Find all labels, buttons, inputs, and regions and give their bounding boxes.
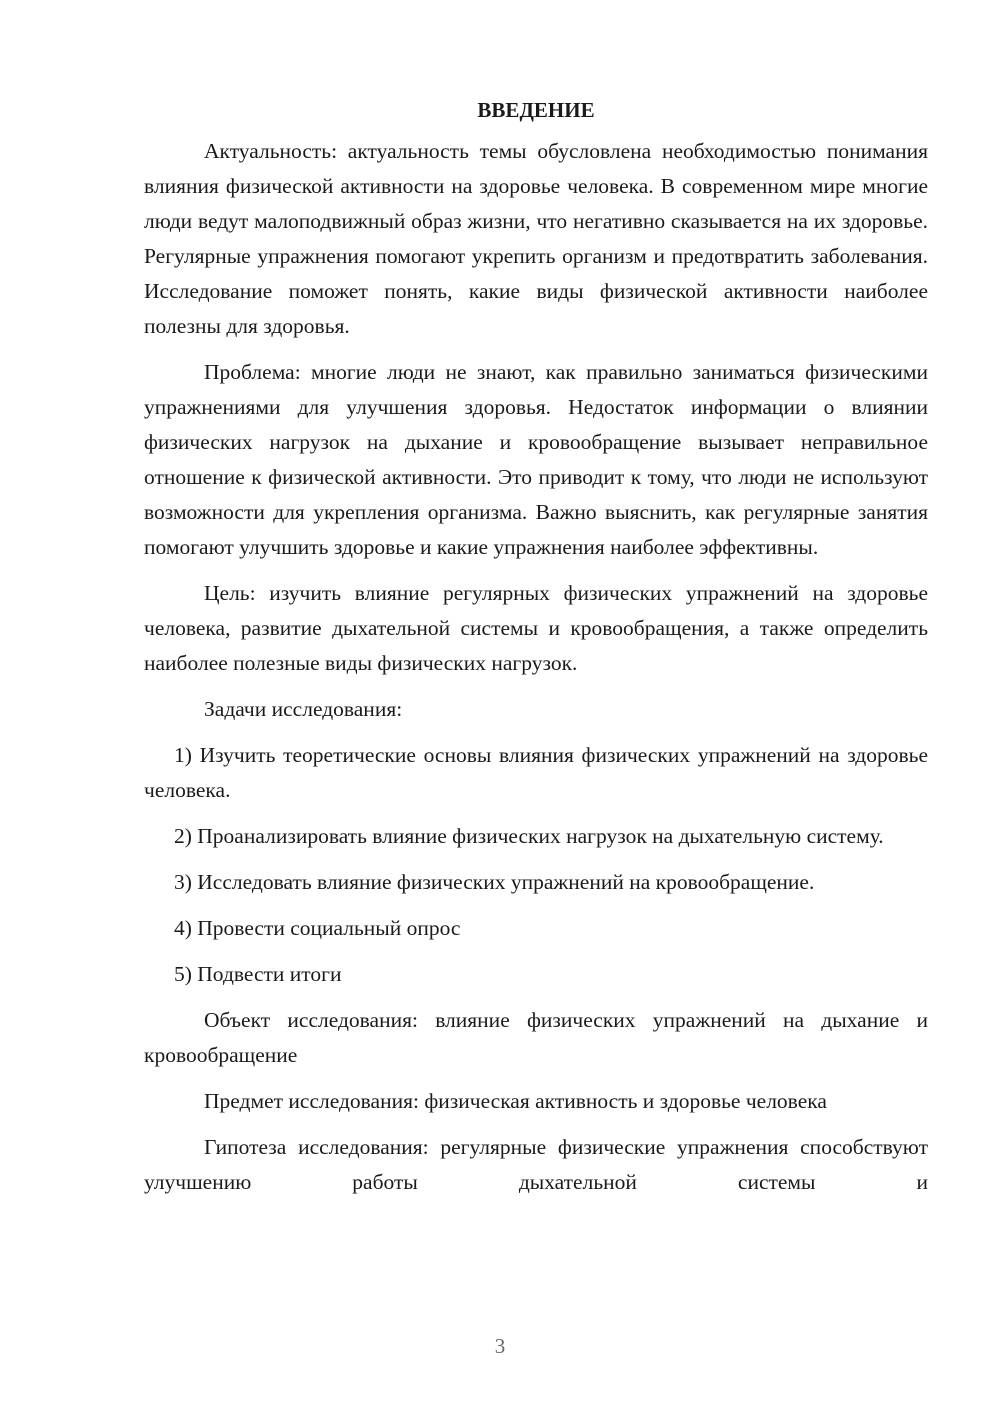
tasks-heading: Задачи исследования: [204,697,403,721]
task-item-3: 3) Исследовать влияние физических упражнений на кровообращение. [174,870,815,894]
goal-paragraph: Цель: изучить влияние регулярных физических упражнений на здоровье человека, развитие дыхательной системы и кровообращения, а также определить наиболее полезные виды физических нагрузок. [144,581,928,675]
problem-paragraph: Проблема: многие люди не знают, как правильно заниматься физическими упражнениями для улучшения здоровья. Недостаток информации о влиянии физических нагрузок на дыхание и кровообращение вызывает неправильное отношение к физической активности. Это приводит к тому, что люди не используют возможности для укрепления организма. Важно выяснить, как регулярные занятия помогают улучшить здоровье и какие упражнения наиболее эффективны. [144,360,928,559]
task-item-5: 5) Подвести итоги [174,962,342,986]
hypothesis-paragraph: Гипотеза исследования: регулярные физические упражнения способствуют улучшению работы дыхательной системы и [144,1135,928,1194]
task-item-1: 1) Изучить теоретические основы влияния физических упражнений на здоровье человека. [144,743,928,802]
relevance-paragraph: Актуальность: актуальность темы обусловлена необходимостью понимания влияния физической активности на здоровье человека. В современном мире многие люди ведут малоподвижный образ жизни, что негативно сказывается на их здоровье. Регулярные упражнения помогают укрепить организм и предотвратить заболевания. Исследование поможет понять, какие виды физической активности наиболее полезны для здоровья. [144,139,928,338]
page-number: 3 [494,1334,506,1358]
document-page [144,92,928,1211]
task-item-4: 4) Провести социальный опрос [174,916,461,940]
object-paragraph: Объект исследования: влияние физических упражнений на дыхание и кровообращение [144,1008,928,1067]
section-title: ВВЕДЕНИЕ [477,98,595,122]
task-item-2: 2) Проанализировать влияние физических нагрузок на дыхательную систему. [174,824,884,848]
subject-paragraph: Предмет исследования: физическая активность и здоровье человека [204,1089,827,1113]
